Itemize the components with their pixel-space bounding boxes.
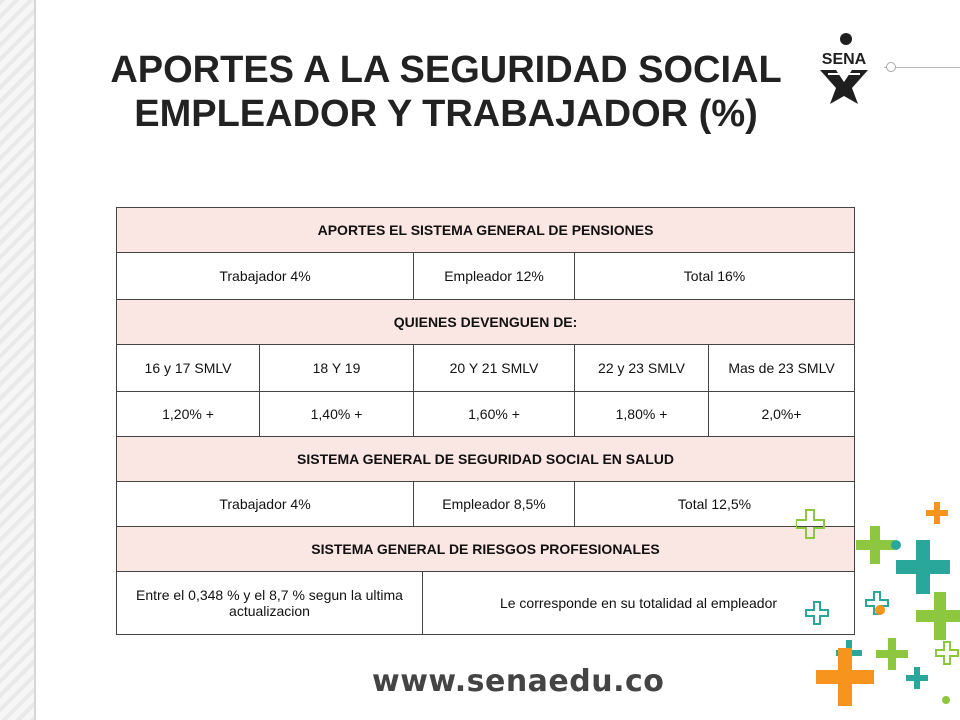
percentage-cell: 1,40% + xyxy=(260,392,414,437)
table-row xyxy=(117,392,855,437)
contributions-table xyxy=(116,207,855,635)
pensiones-total: Total 16% xyxy=(575,253,855,300)
table-row xyxy=(117,208,855,253)
table-row xyxy=(117,300,855,345)
devenguen-header: QUIENES DEVENGUEN DE: xyxy=(117,300,855,345)
salud-empleador: Empleador 8,5% xyxy=(414,482,575,527)
salud-header: SISTEMA GENERAL DE SEGURIDAD SOCIAL EN SALUD xyxy=(117,437,855,482)
percentage-cell: 2,0%+ xyxy=(709,392,855,437)
table-row xyxy=(117,527,855,572)
pensiones-header: APORTES EL SISTEMA GENERAL DE PENSIONES xyxy=(117,208,855,253)
website-url: www.senaedu.co xyxy=(372,664,665,699)
range-cell: 18 Y 19 xyxy=(260,345,414,392)
table-row xyxy=(117,572,855,635)
percentage-cell: 1,20% + xyxy=(117,392,260,437)
decorative-plus-pattern-icon xyxy=(796,500,960,720)
sena-logo-icon xyxy=(806,30,882,106)
riesgos-responsable: Le corresponde en su totalidad al empleador xyxy=(423,572,855,635)
riesgos-header: SISTEMA GENERAL DE RIESGOS PROFESIONALES xyxy=(117,527,855,572)
range-cell: 22 y 23 SMLV xyxy=(575,345,709,392)
pensiones-trabajador: Trabajador 4% xyxy=(117,253,414,300)
percentage-cell: 1,80% + xyxy=(575,392,709,437)
table-row xyxy=(117,345,855,392)
range-cell: Mas de 23 SMLV xyxy=(709,345,855,392)
slide-title xyxy=(96,48,796,136)
left-decorative-stripe xyxy=(0,0,36,720)
table-row xyxy=(117,482,855,527)
salud-trabajador: Trabajador 4% xyxy=(117,482,414,527)
percentage-cell: 1,60% + xyxy=(414,392,575,437)
pensiones-empleador: Empleador 12% xyxy=(414,253,575,300)
title-line-1: APORTES A LA SEGURIDAD SOCIAL xyxy=(110,49,782,91)
table-row xyxy=(117,437,855,482)
title-line-2: EMPLEADOR Y TRABAJADOR (%) xyxy=(134,93,758,135)
range-cell: 16 y 17 SMLV xyxy=(117,345,260,392)
logo-connector-dot xyxy=(886,62,896,72)
range-cell: 20 Y 21 SMLV xyxy=(414,345,575,392)
table-row xyxy=(117,253,855,300)
logo-text: SENA xyxy=(821,51,867,68)
salud-total: Total 12,5% xyxy=(575,482,855,527)
riesgos-range: Entre el 0,348 % y el 8,7 % segun la ultima actualizacion xyxy=(117,572,423,635)
